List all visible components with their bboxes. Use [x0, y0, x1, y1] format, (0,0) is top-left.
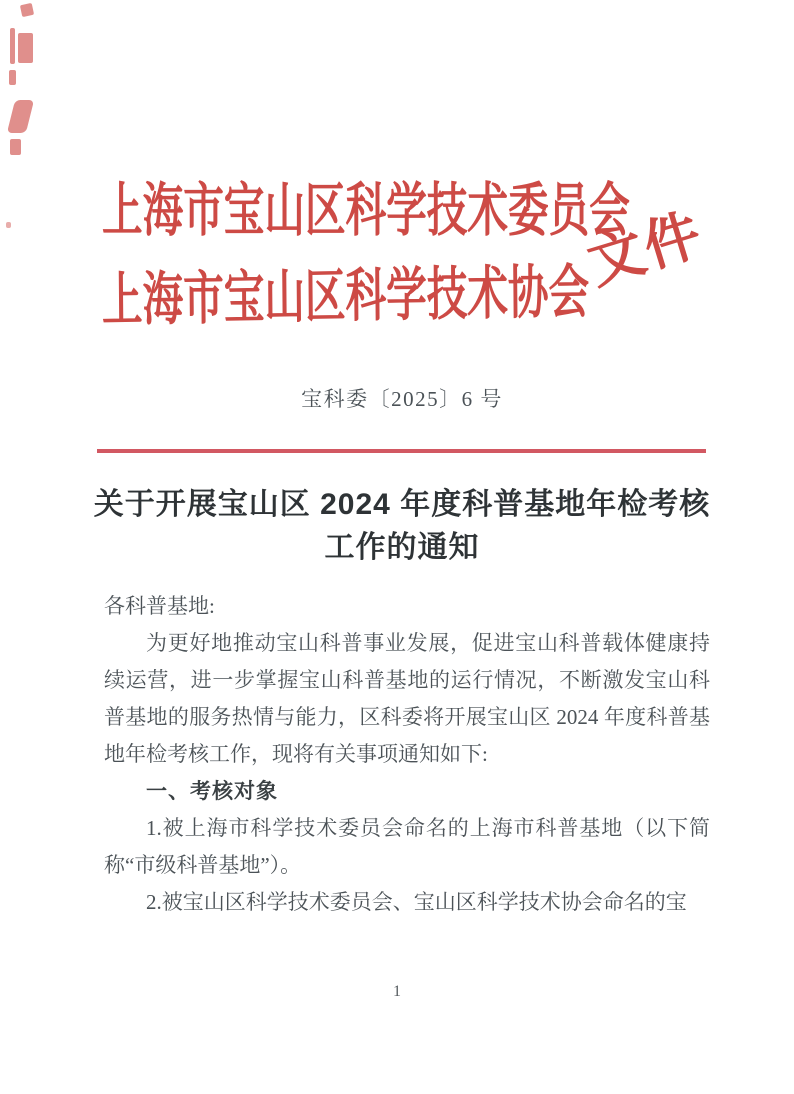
scan-artifact	[20, 3, 34, 17]
section-1-heading: 一、考核对象	[146, 780, 278, 803]
page-title	[92, 483, 712, 569]
list-item-2: 2.被宝山区科学技术委员会、宝山区科学技术协会命名的宝	[146, 890, 687, 914]
document-body	[104, 588, 710, 921]
intro-paragraph: 为更好地推动宝山科普事业发展，促进宝山科普载体健康持续运营，进一步掌握宝山科普基地的运行情况，不断激发宝山科普基地的服务热情与能力，区科委将开展宝山区 2024 年度科普基地年检考核工作，现将有关事项通知如下:	[104, 631, 710, 766]
scan-artifact	[18, 33, 33, 63]
scan-artifact	[10, 28, 15, 64]
doc-type-label: 文件	[580, 201, 710, 296]
page-number: 1	[393, 983, 401, 1000]
doc-number: 宝科委〔2025〕6 号	[301, 387, 503, 411]
scan-artifact	[10, 139, 21, 155]
page-title-line2: 工作的通知	[324, 531, 480, 564]
salutation: 各科普基地:	[104, 594, 215, 618]
red-divider-line	[97, 449, 706, 453]
issuer-name-line2: 上海市宝山区科学技术协会	[101, 259, 590, 333]
scan-artifact	[7, 100, 34, 133]
issuer-name-line1: 上海市宝山区科学技术委员会	[102, 178, 630, 243]
scan-artifact	[6, 222, 11, 228]
scan-artifact	[9, 70, 16, 85]
page-title-line1: 关于开展宝山区 2024 年度科普基地年检考核	[93, 488, 711, 521]
list-item-1: 1.被上海市科学技术委员会命名的上海市科普基地（以下简称“市级科普基地”）。	[104, 816, 710, 877]
